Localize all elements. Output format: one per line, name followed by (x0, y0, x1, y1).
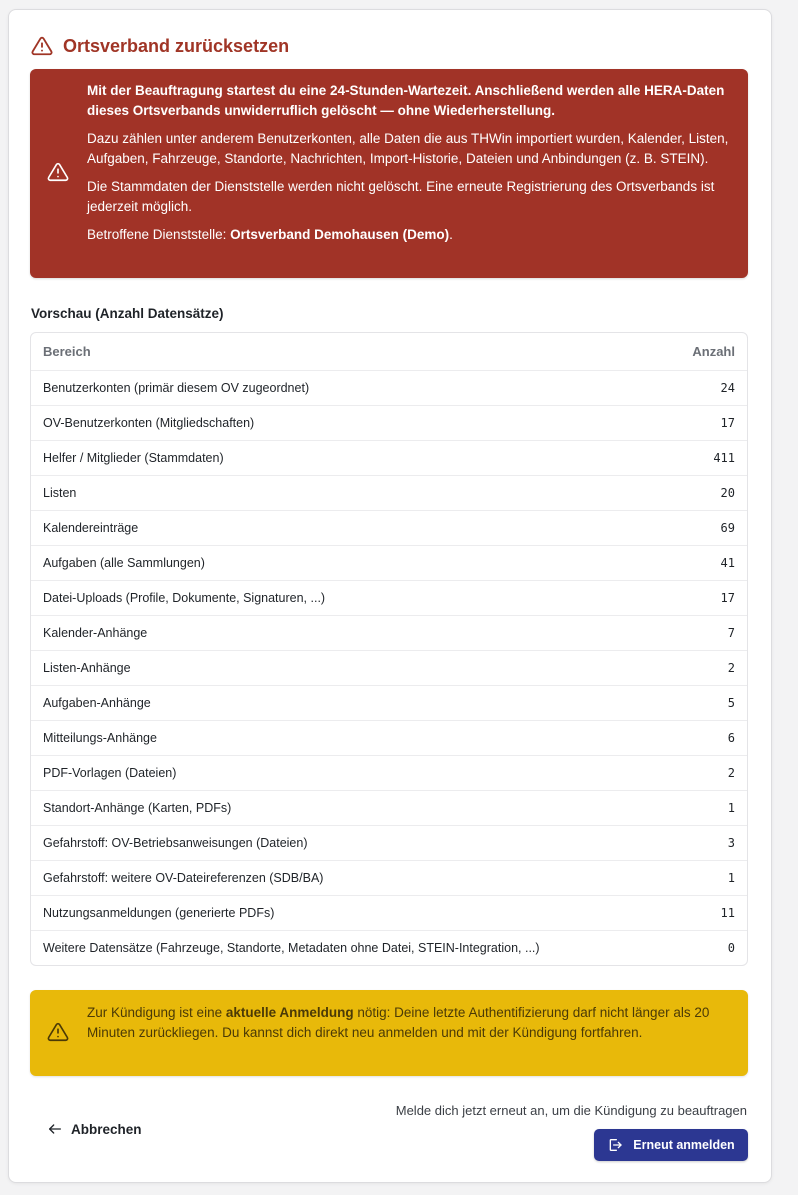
row-count-value: 17 (720, 591, 735, 605)
preview-table (30, 332, 748, 966)
warning-triangle-icon (31, 35, 53, 57)
notice-text-part: Zur Kündigung ist eine (87, 1005, 226, 1020)
danger-text-masterdata: Die Stammdaten der Dienststelle werden nicht gelöscht. Eine erneute Registrierung des Ortsverbands ist jederzeit möglich. (87, 179, 715, 214)
reauth-notice (30, 990, 748, 1076)
row-area-label: Standort-Anhänge (Karten, PDFs) (43, 801, 232, 815)
reauthenticate-button[interactable] (594, 1129, 748, 1161)
danger-text-office (87, 225, 732, 245)
row-area-label: Nutzungsanmeldungen (generierte PDFs) (43, 906, 275, 920)
row-count-value: 7 (727, 626, 735, 640)
table-row (31, 405, 747, 440)
table-row (31, 755, 747, 790)
row-area-label: Kalendereinträge (43, 521, 139, 535)
row-count-value: 411 (713, 451, 735, 465)
row-count-value: 69 (720, 521, 735, 535)
column-header-area: Bereich (43, 344, 91, 359)
column-header-count: Anzahl (692, 344, 735, 359)
reauth-hint: Melde dich jetzt erneut an, um die Kündigung zu beauftragen (395, 1103, 747, 1118)
danger-alert (30, 69, 748, 278)
row-area-label: Aufgaben-Anhänge (43, 696, 151, 710)
danger-text-intro (87, 81, 732, 121)
row-count-value: 24 (720, 381, 735, 395)
dialog-title-text: Ortsverband zurücksetzen (63, 35, 290, 56)
row-count-value: 5 (727, 696, 735, 710)
cancel-button[interactable] (47, 1121, 142, 1137)
table-row (31, 545, 747, 580)
notice-emphasis: aktuelle Anmeldung (225, 1005, 354, 1020)
cancel-button-label: Abbrechen (71, 1121, 142, 1137)
row-area-label: Weitere Datensätze (Fahrzeuge, Standorte, Metadaten ohne Datei, STEIN-Integration, ...) (43, 941, 540, 955)
warning-triangle-icon (47, 1021, 69, 1043)
warning-triangle-icon (47, 161, 69, 183)
row-area-label: OV-Benutzerkonten (Mitgliedschaften) (43, 416, 255, 430)
preview-title: Vorschau (Anzahl Datensätze) (31, 306, 224, 321)
table-row (31, 510, 747, 545)
danger-waiting-period: 24-Stunden-Wartezeit (330, 83, 468, 98)
row-count-value: 1 (727, 871, 735, 885)
row-count-value: 17 (720, 416, 735, 430)
row-count-value: 0 (727, 941, 735, 955)
table-row (31, 615, 747, 650)
row-count-value: 6 (727, 731, 735, 745)
table-row (31, 720, 747, 755)
table-row (31, 860, 747, 895)
reset-dialog-card (8, 9, 772, 1183)
row-area-label: Gefahrstoff: OV-Betriebsanweisungen (Dateien) (43, 836, 308, 850)
row-area-label: Datei-Uploads (Profile, Dokumente, Signaturen, ...) (43, 591, 326, 605)
row-count-value: 3 (727, 836, 735, 850)
table-row (31, 650, 747, 685)
table-row (31, 685, 747, 720)
row-count-value: 20 (720, 486, 735, 500)
sign-in-icon (607, 1137, 623, 1153)
danger-text-part: . (449, 227, 453, 242)
notice-text-part: nötig: Deine letzte Authentifizierung darf nicht länger als 20 Minuten zurückliegen. Du kannst dich direkt neu anmelden und mit der Kündigung fortfahren. (87, 1005, 710, 1040)
row-area-label: Kalender-Anhänge (43, 626, 148, 640)
row-count-value: 2 (727, 661, 735, 675)
table-row (31, 580, 747, 615)
table-row (31, 790, 747, 825)
row-count-value: 11 (720, 906, 735, 920)
row-area-label: PDF-Vorlagen (Dateien) (43, 766, 177, 780)
table-header-row (31, 333, 747, 370)
row-area-label: Listen (43, 486, 77, 500)
table-row (31, 440, 747, 475)
arrow-left-icon (47, 1121, 63, 1137)
danger-text-part: Mit der Beauftragung startest du eine (87, 83, 331, 98)
table-row (31, 825, 747, 860)
row-area-label: Aufgaben (alle Sammlungen) (43, 556, 205, 570)
row-count-value: 1 (727, 801, 735, 815)
row-count-value: 41 (720, 556, 735, 570)
table-row (31, 475, 747, 510)
danger-text-scope: Dazu zählen unter anderem Benutzerkonten, alle Daten die aus THWin importiert wurden, Kalender, Listen, Aufgaben, Fahrzeuge, Standorte, Nachrichten, Import-Historie, Dateien und Anbindungen (z. B. STEIN). (87, 131, 729, 166)
dialog-title (31, 35, 289, 57)
affected-office-name: Ortsverband Demohausen (Demo) (230, 227, 450, 242)
danger-text-part: . Anschließend werden alle HERA-Daten dieses Ortsverbands unwiderruflich gelöscht — ohne Wiederherstellung. (87, 83, 725, 118)
danger-text-part: Betroffene Dienststelle: (87, 227, 231, 242)
table-row (31, 930, 747, 965)
row-area-label: Gefahrstoff: weitere OV-Dateireferenzen (SDB/BA) (43, 871, 324, 885)
row-area-label: Mitteilungs-Anhänge (43, 731, 157, 745)
row-count-value: 2 (727, 766, 735, 780)
table-row (31, 370, 747, 405)
reauthenticate-button-label: Erneut anmelden (633, 1138, 735, 1152)
row-area-label: Listen-Anhänge (43, 661, 131, 675)
row-area-label: Benutzerkonten (primär diesem OV zugeordnet) (43, 381, 310, 395)
table-row (31, 895, 747, 930)
row-area-label: Helfer / Mitglieder (Stammdaten) (43, 451, 224, 465)
